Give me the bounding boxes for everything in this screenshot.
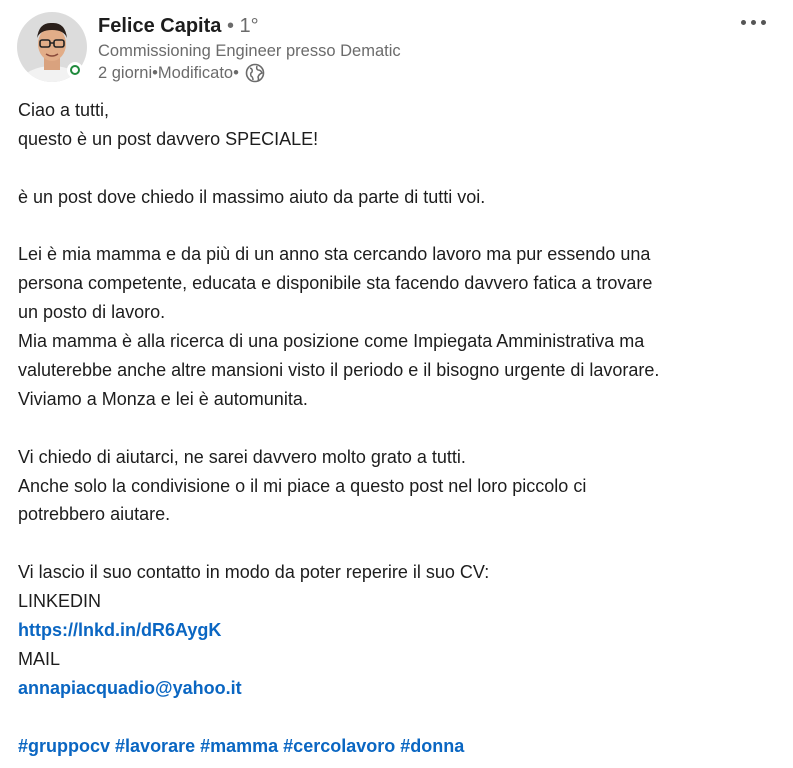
- post-line: [18, 212, 788, 241]
- post-line: è un post dove chiedo il massimo aiuto da parte di tutti voi.: [18, 186, 486, 207]
- post-line: [18, 529, 788, 558]
- linkedin-link[interactable]: https://lnkd.in/dR6AygK: [18, 620, 222, 641]
- post-line: questo è un post davvero SPECIALE!: [18, 128, 319, 149]
- meta-separator: •: [233, 64, 239, 82]
- mail-label: MAIL: [18, 648, 61, 669]
- email-link[interactable]: annapiacquadio@yahoo.it: [18, 677, 242, 698]
- author-name[interactable]: Felice Capita: [98, 15, 222, 37]
- hashtag-link[interactable]: #donna: [400, 735, 465, 756]
- hashtag-link[interactable]: #mamma: [200, 735, 279, 756]
- post-line: persona competente, educata e disponibile sta facendo davvero fatica a trovare: [18, 273, 653, 294]
- meta-separator: •: [152, 64, 158, 82]
- post-line: [18, 414, 788, 443]
- hashtag-link[interactable]: #cercolavoro: [283, 735, 396, 756]
- degree-separator: •: [221, 15, 240, 37]
- online-status-icon: [67, 62, 83, 78]
- post-line: potrebbero aiutare.: [18, 504, 171, 525]
- post-line: Ciao a tutti,: [18, 100, 110, 120]
- linkedin-label: LINKEDIN: [18, 591, 102, 612]
- post-line: Viviamo a Monza e lei è automunita.: [18, 388, 308, 409]
- post-line: Vi lascio il suo contatto in modo da poter reperire il suo CV:: [18, 562, 490, 583]
- hashtag-list: [18, 732, 788, 761]
- author-line: [98, 14, 259, 38]
- post-body: [18, 96, 788, 760]
- post-time: 2 giorni: [98, 64, 153, 82]
- post-line: Mia mamma è alla ricerca di una posizione come Impiegata Amministrativa ma: [18, 331, 645, 352]
- post-line: un posto di lavoro.: [18, 302, 166, 323]
- hashtag-link[interactable]: #gruppocv: [18, 735, 111, 756]
- more-options-button[interactable]: [733, 10, 773, 34]
- edited-label: Modificato: [157, 64, 234, 82]
- post-line: Lei è mia mamma e da più di un anno sta cercando lavoro ma pur essendo una: [18, 244, 651, 265]
- more-dot-icon: [761, 20, 766, 25]
- more-dot-icon: [751, 20, 756, 25]
- hashtag-link[interactable]: #lavorare: [115, 735, 196, 756]
- connection-degree: 1°: [239, 15, 259, 37]
- post-meta: [98, 63, 265, 83]
- author-headline: Commissioning Engineer presso Dematic: [98, 42, 401, 60]
- globe-icon: [245, 63, 265, 83]
- post-line: Anche solo la condivisione o il mi piace a questo post nel loro piccolo ci: [18, 475, 587, 496]
- post-line: Vi chiedo di aiutarci, ne sarei davvero molto grato a tutti.: [18, 446, 466, 467]
- post-line: valuterebbe anche altre mansioni visto il periodo e il bisogno urgente di lavorare.: [18, 360, 660, 381]
- more-dot-icon: [741, 20, 746, 25]
- post-line: [18, 154, 788, 183]
